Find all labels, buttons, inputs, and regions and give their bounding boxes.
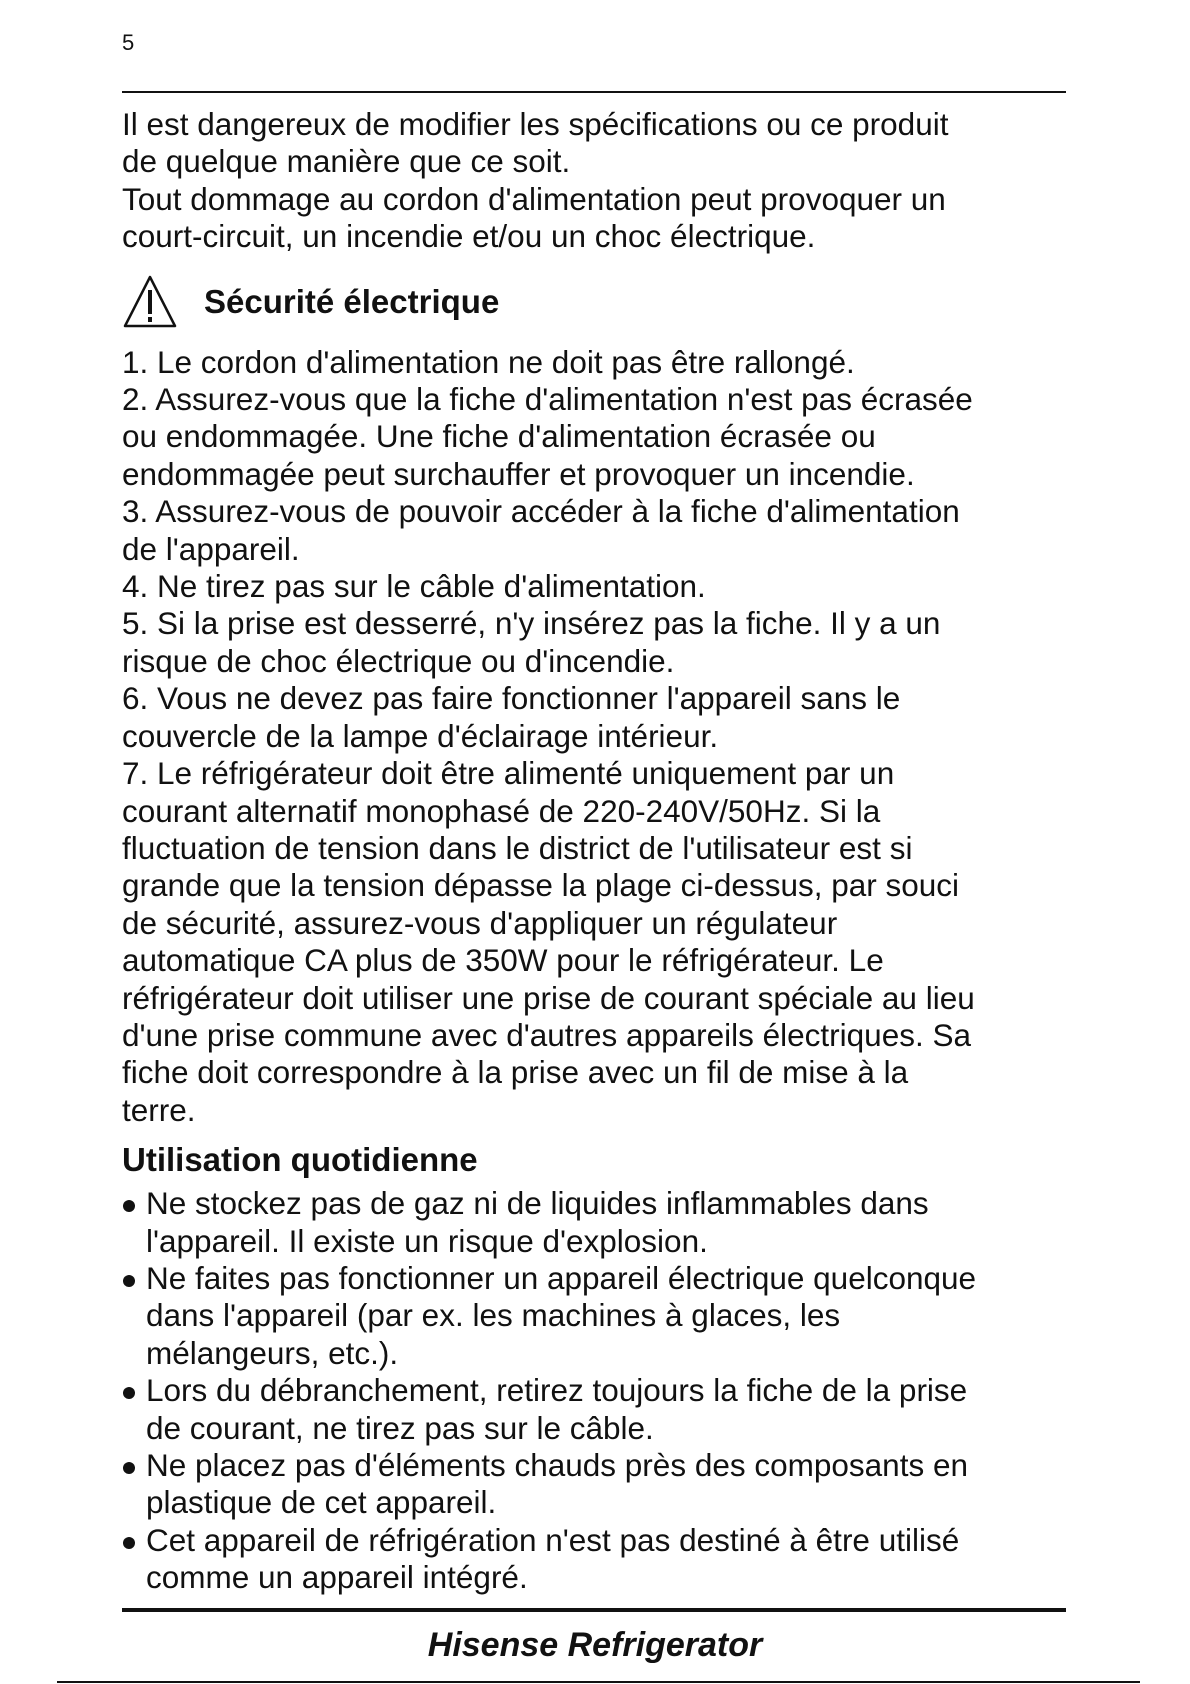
daily-use-list bbox=[122, 1185, 1082, 1596]
text-line: de l'appareil. bbox=[122, 530, 300, 567]
text-line: automatique CA plus de 350W pour le réfrigérateur. Le bbox=[122, 942, 884, 979]
bullet-icon bbox=[123, 1537, 135, 1549]
text-line: Ne faites pas fonctionner un appareil électrique quelconque bbox=[146, 1259, 977, 1296]
list-item bbox=[122, 1372, 1082, 1447]
text-line: de courant, ne tirez pas sur le câble. bbox=[146, 1409, 654, 1446]
text-line: de quelque manière que ce soit. bbox=[122, 143, 571, 180]
text-line: 2. Assurez-vous que la fiche d'alimentation n'est pas écrasée bbox=[122, 381, 973, 418]
bullet-icon bbox=[123, 1387, 135, 1399]
text-line: Lors du débranchement, retirez toujours la fiche de la prise bbox=[146, 1372, 968, 1409]
text-line: Ne placez pas d'éléments chauds près des composants en bbox=[146, 1447, 968, 1483]
text-line: court-circuit, un incendie et/ou un choc électrique. bbox=[122, 218, 816, 255]
page-content bbox=[122, 106, 1082, 1597]
text-line: mélangeurs, etc.). bbox=[146, 1334, 399, 1371]
text-line: 5. Si la prise est desserré, n'y insérez pas la fiche. Il y a un bbox=[122, 605, 941, 642]
section-heading-electrical-safety bbox=[122, 274, 1082, 330]
section-heading-daily-use: Utilisation quotidienne bbox=[122, 1141, 478, 1179]
header-rule bbox=[122, 91, 1066, 93]
page-number: 5 bbox=[122, 30, 135, 55]
text-line: comme un appareil intégré. bbox=[146, 1559, 528, 1596]
text-line: courant alternatif monophasé de 220-240V/50Hz. Si la bbox=[122, 792, 881, 829]
electrical-safety-list bbox=[122, 344, 1082, 1130]
text-line: Cet appareil de réfrigération n'est pas destiné à être utilisé bbox=[146, 1521, 960, 1558]
text-line: terre. bbox=[122, 1091, 196, 1128]
text-line: fluctuation de tension dans le district de l'utilisateur est si bbox=[122, 829, 913, 866]
list-item bbox=[122, 1185, 1082, 1260]
text-line: ou endommagée. Une fiche d'alimentation écrasée ou bbox=[122, 418, 876, 455]
text-line: risque de choc électrique ou d'incendie. bbox=[122, 642, 675, 679]
intro-paragraph bbox=[122, 106, 1082, 256]
list-item bbox=[122, 1260, 1082, 1372]
text-line: 3. Assurez-vous de pouvoir accéder à la fiche d'alimentation bbox=[122, 493, 960, 530]
text-line: Il est dangereux de modifier les spécifications ou ce produit bbox=[122, 106, 949, 142]
section-title: Sécurité électrique bbox=[204, 282, 500, 320]
text-line: endommagée peut surchauffer et provoquer un incendie. bbox=[122, 455, 915, 492]
bullet-icon bbox=[123, 1462, 135, 1474]
text-line: Ne stockez pas de gaz ni de liquides inflammables dans bbox=[146, 1185, 929, 1222]
text-line: de sécurité, assurez-vous d'appliquer un régulateur bbox=[122, 904, 838, 941]
text-line: 6. Vous ne devez pas faire fonctionner l'appareil sans le bbox=[122, 680, 901, 717]
text-line: couvercle de la lampe d'éclairage intérieur. bbox=[122, 717, 719, 754]
text-line: d'une prise commune avec d'autres appareils électriques. Sa bbox=[122, 1016, 971, 1053]
bullet-icon bbox=[123, 1275, 135, 1287]
list-item bbox=[122, 1522, 1082, 1597]
text-line: fiche doit correspondre à la prise avec un fil de mise à la bbox=[122, 1054, 909, 1091]
text-line: 1. Le cordon d'alimentation ne doit pas être rallongé. bbox=[122, 343, 855, 380]
text-line: 7. Le réfrigérateur doit être alimenté uniquement par un bbox=[122, 755, 895, 792]
text-line: plastique de cet appareil. bbox=[146, 1484, 497, 1521]
footer-brand: Hisense Refrigerator bbox=[427, 1626, 763, 1664]
footer-rule bbox=[122, 1608, 1066, 1612]
text-line: l'appareil. Il existe un risque d'explosion. bbox=[146, 1222, 708, 1259]
warning-triangle-icon bbox=[122, 274, 178, 330]
text-line: dans l'appareil (par ex. les machines à glaces, les bbox=[146, 1297, 841, 1334]
page-edge-rule bbox=[57, 1681, 1140, 1683]
list-item bbox=[122, 1447, 1082, 1522]
text-line: 4. Ne tirez pas sur le câble d'alimentation. bbox=[122, 568, 706, 605]
bullet-icon bbox=[123, 1200, 135, 1212]
text-line: grande que la tension dépasse la plage ci-dessus, par souci bbox=[122, 867, 960, 904]
text-line: Tout dommage au cordon d'alimentation peut provoquer un bbox=[122, 180, 946, 217]
text-line: réfrigérateur doit utiliser une prise de courant spéciale au lieu bbox=[122, 979, 975, 1016]
